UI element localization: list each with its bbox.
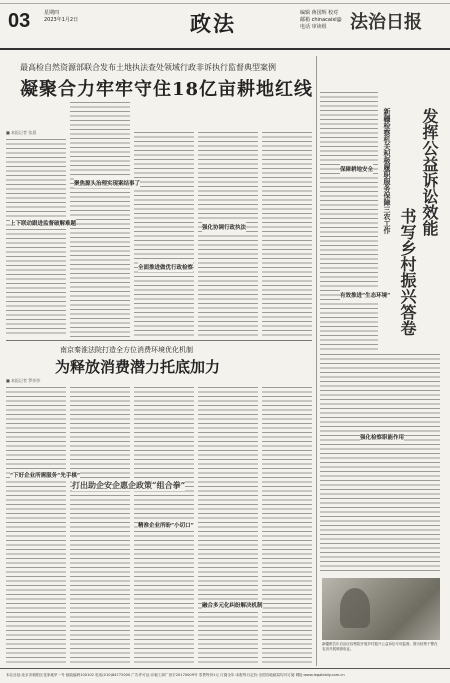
second-subhead-box: 打出助企安企惠企政策“组合拳” (72, 480, 186, 490)
feature-subhead: 有效推进“生态环境” (340, 290, 390, 300)
second-text-column-5 (262, 385, 312, 663)
feature-headline-1: 发挥公益诉讼效能 (420, 108, 439, 236)
top-rule (0, 0, 450, 4)
second-subhead: “下好企业所需服务“先手棋” (10, 470, 80, 480)
newspaper-logo: 法治日报 (350, 12, 422, 33)
issue-weekday: 星期四 (44, 10, 60, 16)
section-title: 政法 (190, 11, 236, 36)
second-kicker: 南京秦淮法院打造全方位消费环境优化机制 (60, 346, 193, 354)
column-divider (316, 56, 317, 666)
masthead (0, 0, 450, 50)
lead-text-column-1 (6, 137, 66, 337)
lead-text-column-5 (262, 130, 312, 337)
second-subhead: 融合多元化纠纷解决机制 (202, 600, 263, 610)
photo-caption: 新疆维吾尔自治区检察院开展乡村振兴公益诉讼专项监督。图为检察干警在农田开展调查取证。 (322, 642, 438, 651)
lead-text-column-4 (198, 130, 258, 337)
lead-text-column-2 (70, 100, 130, 337)
editor-info (300, 10, 342, 31)
second-headline: 为释放消费潜力托底加力 (55, 358, 221, 376)
footer-imprint: 本社社址:北京市朝阳区花家地甲一号 邮政编码100102 电话(010)84772000 广告许可证:京朝工商广登字20170009号 零售每份1元 订阅全年:本报每月定价:全国各地邮局均可订阅 网址:www.legaldaily.com.cn (0, 668, 450, 683)
feature-headline-2: 书写乡村振兴答卷 (398, 208, 417, 336)
feature-text-column-2 (320, 352, 440, 574)
second-text-column-4 (198, 385, 258, 663)
page-number: 03 (8, 10, 31, 32)
feature-subtitle: 新疆检察机关积极履职服务保障三农工作 (383, 108, 392, 234)
lead-subhead: 强化协调行政执法 (202, 222, 246, 232)
feature-text-column-1 (320, 90, 378, 350)
second-byline: ■ 本报记者 罗莎莎 (6, 378, 41, 383)
lead-byline: ■ 本报记者 张晨 (6, 130, 37, 135)
issue-date: 2023年1月2日 (44, 17, 79, 23)
lead-headline: 凝聚合力牢牢守住18亿亩耕地红线 (20, 79, 314, 100)
phone-line: 电话 审读组 (300, 24, 327, 30)
lead-text-column-3 (134, 130, 194, 337)
issue-meta (44, 10, 78, 24)
lead-subhead: 上下联动跟进监督破解难题 (10, 218, 76, 228)
second-text-column-1 (6, 385, 66, 663)
second-subhead: 精准企业所盼“小切口” (138, 520, 194, 530)
lead-kicker: 最高检自然资源部联合发布土地执法查处领域行政非诉执行监督典型案例 (20, 63, 276, 72)
editor-line: 编辑 蒋国辉 校对 (300, 10, 339, 16)
lead-subhead: 聚焦源头治理实现案结事了 (74, 178, 140, 188)
email-line: 邮箱 chinacaixl@ (300, 17, 342, 23)
feature-subhead: 强化检察职能作用 (360, 432, 404, 442)
feature-subhead: 保障耕地安全 (340, 164, 373, 174)
section-divider (6, 340, 312, 341)
second-text-column-2 (70, 385, 130, 663)
news-photo (322, 578, 440, 640)
lead-subhead: 全面推进做优行政检察 (138, 262, 193, 272)
